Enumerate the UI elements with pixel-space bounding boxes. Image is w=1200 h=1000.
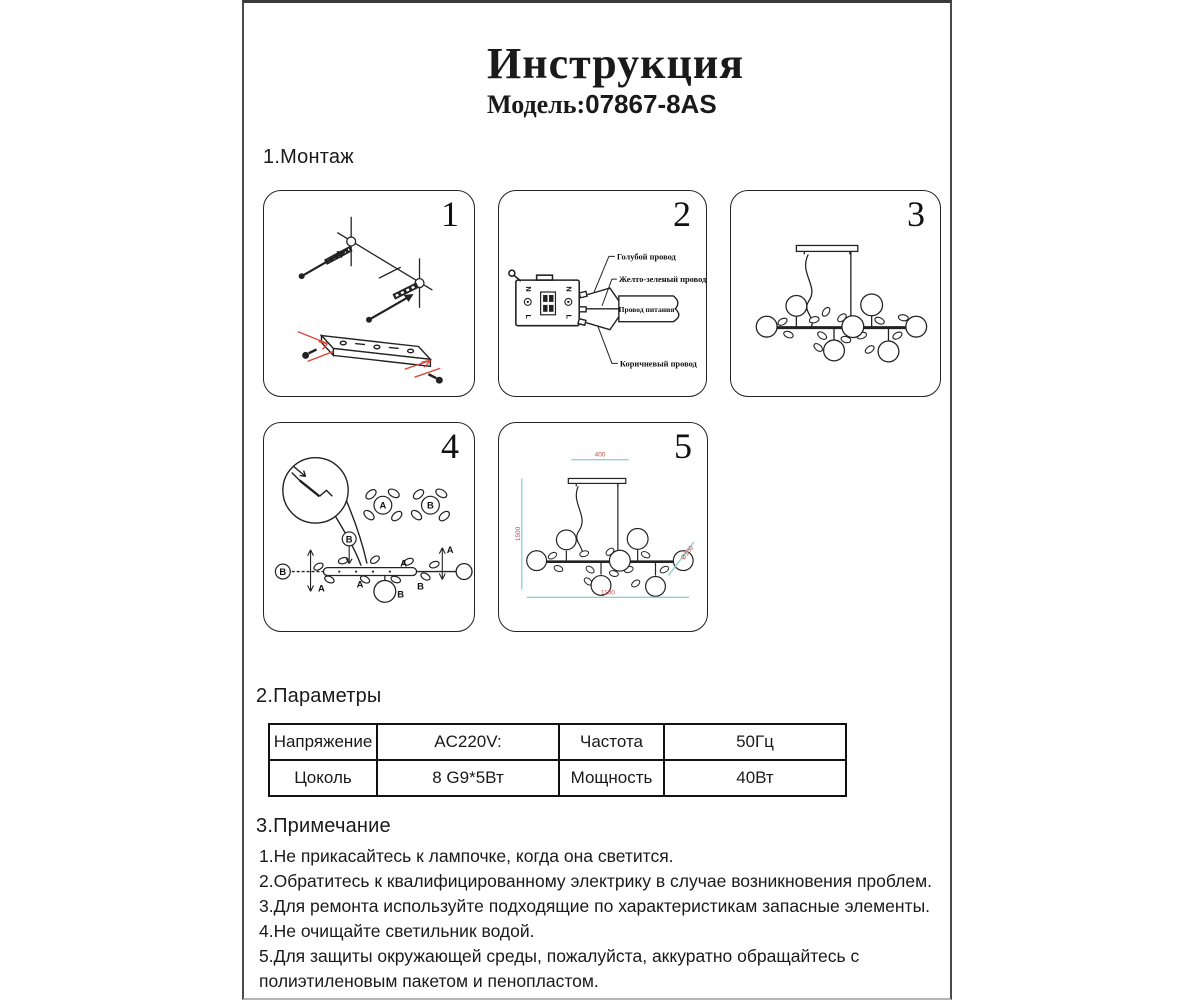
- globe-b-letter: B: [397, 588, 405, 600]
- dim-canopy-width: 400: [594, 451, 606, 459]
- panel-4-number: 4: [441, 426, 459, 466]
- yellow-green-wire-label: Желто-зеленый провод: [618, 275, 706, 285]
- note-item: 5.Для защиты окружающей среды, пожалуйста, аккуратно обращайтесь с полиэтиленовым пакетом и пенопластом.: [259, 946, 860, 991]
- table-row: [269, 760, 846, 796]
- pos-a-1: A: [318, 582, 325, 594]
- model-value: 07867-8AS: [585, 89, 717, 120]
- terminal-l-right: L: [564, 314, 574, 320]
- note-item: 3.Для ремонта используйте подходящие по характеристикам запасные элементы.: [259, 896, 931, 916]
- panel-3-number: 3: [907, 194, 925, 234]
- param-label-voltage: Напряжение: [269, 724, 377, 760]
- anchor-screws: [299, 248, 418, 322]
- parameters-table: [268, 723, 847, 797]
- section-heading-params: 2.Параметры: [256, 685, 382, 707]
- panel-1-mounting-bracket: [263, 190, 475, 397]
- dimension-lines: [522, 460, 694, 598]
- pos-a-2: A: [356, 578, 364, 590]
- model-line: [487, 89, 744, 120]
- dim-globe-diameter: Ø100: [679, 544, 696, 562]
- section-heading-notes: 3.Примечание: [256, 815, 391, 837]
- leader-lines: [594, 256, 618, 363]
- brown-wire-label: Коричневый провод: [619, 359, 697, 369]
- panel-5-dimensions: [498, 422, 708, 632]
- circled-b-left-letter: B: [279, 566, 287, 578]
- magnifier-detail: [283, 458, 367, 566]
- section-heading-montage: 1.Монтаж: [263, 146, 354, 168]
- mounting-bracket: [321, 336, 430, 367]
- document-sheet: [242, 0, 952, 1000]
- cluster-a-letter: A: [379, 499, 387, 511]
- note-item: 1.Не прикасайтесь к лампочке, когда она светится.: [259, 846, 674, 866]
- dim-height: 1500: [514, 526, 522, 542]
- param-label-power: Мощность: [559, 760, 664, 796]
- pos-a-3: A: [400, 557, 408, 569]
- panel-3-chandelier: [730, 190, 941, 397]
- table-row: [269, 724, 846, 760]
- panel-2-number: 2: [673, 194, 691, 234]
- chandelier-frame-dim: [529, 478, 682, 575]
- terminal-n-right: N: [564, 286, 574, 292]
- note-item: 4.Не очищайте светильник водой.: [259, 921, 535, 941]
- param-value-socket: 8 G9*5Вт: [377, 760, 559, 796]
- cluster-b-letter: B: [427, 499, 434, 511]
- blue-wire-label: Голубой провод: [616, 252, 676, 262]
- wires: [578, 288, 619, 330]
- model-label: Модель:: [487, 90, 586, 120]
- terminal-n-left: N: [523, 286, 533, 292]
- drill-hole-marks: [337, 217, 432, 308]
- chandelier-frame: [759, 245, 915, 340]
- panel-1-number: 1: [441, 194, 459, 234]
- param-label-frequency: Частота: [559, 724, 664, 760]
- circled-b-top-letter: B: [345, 533, 353, 545]
- terminal-l-left: L: [523, 314, 533, 320]
- note-item: 2.Обратитесь к квалифицированному электрику в случае возникновения проблем.: [259, 871, 932, 891]
- param-label-socket: Цоколь: [269, 760, 377, 796]
- pos-b-1: B: [417, 580, 424, 592]
- dim-length: 1100: [601, 589, 615, 597]
- notes-list: [259, 844, 949, 994]
- title-block: [487, 41, 744, 120]
- panel-4-assembly: [263, 422, 475, 632]
- panel-5-number: 5: [674, 426, 692, 466]
- param-value-frequency: 50Гц: [664, 724, 846, 760]
- param-value-power: 40Вт: [664, 760, 846, 796]
- page-title: Инструкция: [487, 39, 745, 88]
- param-value-voltage: AC220V:: [377, 724, 559, 760]
- power-cord-label: Провод питания: [618, 304, 675, 314]
- pos-a-4: A: [446, 543, 454, 555]
- panel-2-wiring: [498, 190, 707, 397]
